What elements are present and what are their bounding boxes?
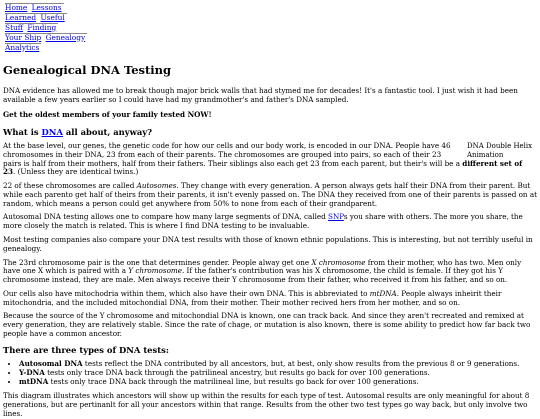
text: At the base level, our genes, the genetic code for how our cells and our body work, is encoded in our DNA. People have 46 chromosomes in their DNA, 23 from each of their parents. The chromosomes are grouped into pairs, so each of their 23 pairs is half from their mothers, half from their fathers. Their siblings also each get 23 from each parent, but their's will be a bbox=[3, 140, 463, 168]
paragraph-tracking-back: Because the source of the Y chromosome and mitochondial DNA is known, one can track back. And since they aren't recreated and remixed at every generation, they are relatively stable. Since the rate of chage, or mutation is also known, there is some ability to predict how far back two people have a common ancestor. bbox=[3, 311, 531, 339]
test-type-description: tests reflect the DNA contributed by all ancestors, but, at best, only show results from the previous 8 or 9 generations. bbox=[82, 359, 520, 369]
emphasis-italic: Autosomes bbox=[136, 181, 177, 191]
nav-row-2 bbox=[5, 13, 67, 23]
call-to-action: Get the oldest members of your family tested NOW! bbox=[3, 109, 212, 119]
emphasis-italic: X chromosome bbox=[311, 257, 366, 267]
heading-text: all about, anyway? bbox=[62, 126, 153, 137]
emphasis-italic: Y chromosome bbox=[128, 266, 182, 276]
section-heading-what-is-dna bbox=[3, 127, 537, 137]
text: . If the father's contribution was his X chromosome, the child is female. If they got his Y chromosome instead, they are male. Men always receive their Y chromosome from their father, who received it from his father, and so on. bbox=[3, 266, 508, 285]
text: 22 of these chromosomes are called bbox=[3, 181, 137, 191]
paragraph-mitochondria bbox=[3, 290, 537, 308]
text: . (Unless they are identical twins.) bbox=[13, 167, 139, 177]
paragraph-diagram-intro: This diagram illustrates which ancestors will show up within the results for each type of test. Autosomal results are only meaningful for about 8 generations, but are pertinanlt for all your ancestors within that range. Results from the other two test types go way back, but only involve two lines. bbox=[3, 391, 530, 418]
test-types-list bbox=[3, 360, 537, 386]
dna-link[interactable]: DNA bbox=[41, 126, 63, 137]
test-type-description: tests only trace DNA back through the patrilineal ancestry, but results go back for over 100 generations. bbox=[44, 367, 430, 377]
paragraph-autosomes bbox=[3, 182, 537, 208]
list-item bbox=[19, 378, 537, 387]
text: Our cells also have mitochodria within them, which also have their own DNA. This is abbreviated to bbox=[3, 288, 370, 298]
test-type-description: tests only trace DNA back through the matrilineal line, but results go back for over 100 generations. bbox=[48, 376, 419, 386]
test-type-name: Y-DNA bbox=[19, 367, 45, 377]
paragraph-ethnic-comparison: Most testing companies also compare your DNA test results with those of known ethnic populations. This is interesting, but not terribly useful in genealogy. bbox=[3, 235, 533, 253]
text: from their mother, who has two. Men only have one X which is paired with a bbox=[3, 257, 522, 276]
snp-link[interactable]: SNP bbox=[328, 212, 344, 222]
nav-link-finding[interactable]: Finding bbox=[27, 22, 57, 32]
nav-row-3 bbox=[5, 23, 58, 33]
paragraph-sex-chromosomes bbox=[3, 259, 537, 285]
emphasis-italic: mtDNA bbox=[369, 288, 397, 298]
nav-row-4 bbox=[5, 33, 87, 43]
nav-row-5 bbox=[5, 43, 41, 53]
paragraph-autosomal-testing bbox=[3, 213, 537, 231]
nav-link-home[interactable]: Home bbox=[5, 3, 28, 12]
intro-paragraph: DNA evidence has allowed me to break though major brick walls that had stymed me for decades! It's a fantastic tool. I just wish it had been available a few years earlier so I could have had my grandmother's and father's DNA sampled. bbox=[3, 86, 518, 105]
page-title: Genealogical DNA Testing bbox=[3, 63, 172, 78]
test-type-name: mtDNA bbox=[19, 376, 49, 386]
text: The 23rd chromosome pair is the one that determines gender. People alway get one bbox=[3, 257, 312, 267]
emphasis-bold: different set of 23 bbox=[3, 158, 523, 177]
nav-link-analytics[interactable]: Analytics bbox=[5, 42, 40, 52]
nav-link-genealogy[interactable]: Genealogy bbox=[45, 32, 86, 42]
nav-link-your-ship[interactable]: Your Ship bbox=[5, 32, 42, 42]
nav-link-stuff[interactable]: Stuff bbox=[5, 22, 24, 32]
nav-row-1 bbox=[5, 3, 64, 13]
text: . People always inheirit their mitochondria, and the included mitochondial DNA, from their mother. Their mother recived hers from her mother, and so on. bbox=[3, 288, 502, 307]
test-type-name: Autosomal DNA bbox=[19, 359, 83, 369]
heading-text: What is bbox=[3, 126, 42, 137]
text: Autosomal DNA testing allows one to compare how many large segments of DNA, called bbox=[3, 212, 329, 222]
paragraph-genes bbox=[3, 142, 537, 177]
nav-link-learned[interactable]: Learned bbox=[5, 12, 37, 22]
site-nav bbox=[5, 3, 537, 52]
text: . They change with every generation. A person always gets half their DNA from their parent. But while each parento get half of theirs from their parents, it isn't evenly passed on. The DNA they received from one of their parents is passed on at random, which means a person could get anywhere from 50% to none from each of their grandparent. bbox=[3, 181, 538, 208]
text: s you share with others. The more you share, the more closely the match is related. This is where I find DNA testing to be invaluable. bbox=[3, 212, 523, 231]
nav-link-lessons[interactable]: Lessons bbox=[31, 3, 62, 12]
section-heading-test-types: There are three types of DNA tests: bbox=[3, 344, 169, 355]
nav-link-useful[interactable]: Useful bbox=[40, 12, 65, 22]
dna-helix-animation-caption: DNA Double Helix Animation bbox=[467, 141, 533, 159]
